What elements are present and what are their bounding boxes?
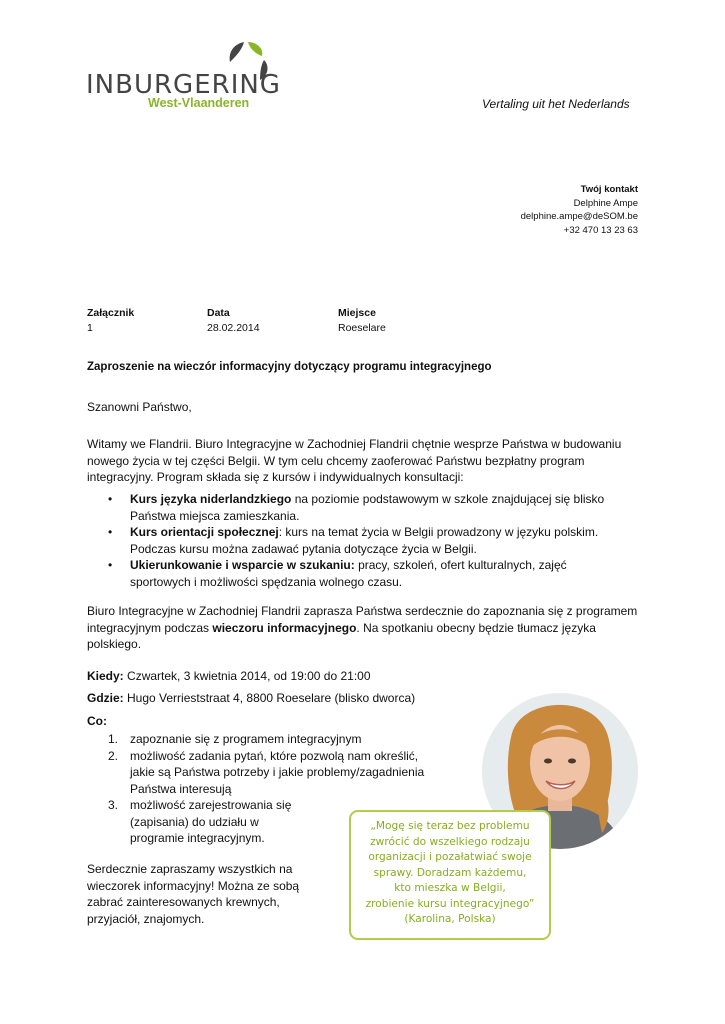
letter-subject: Zaproszenie na wieczór informacyjny dotyczący programu integracyjnego (87, 361, 492, 373)
translation-note: Vertaling uit het Nederlands (482, 97, 630, 111)
quote-line: sprawy. Doradzam każdemu, (373, 866, 527, 879)
meta-date (207, 306, 260, 335)
item-number: 3. (108, 798, 119, 812)
inburgering-logo (86, 40, 281, 115)
meta-label: Miejsce (338, 307, 376, 319)
quote-line: zrobienie kursu integracyjnego” (365, 897, 535, 910)
contact-block (521, 183, 638, 237)
meta-label: Data (207, 307, 230, 319)
list-item (108, 748, 433, 798)
list-item (108, 557, 628, 590)
item-text: możliwość zadania pytań, które pozwolą nam określić, jakie są Państwa potrzeby i jakie problemy/zagadnienia Państwa interesują (130, 748, 425, 796)
where-label: Gdzie: (87, 691, 124, 705)
item-bold: Kurs orientacji społecznej (130, 525, 279, 539)
logo-region: West-Vlaanderen (148, 96, 250, 110)
item-text: na poziomie podstawowym w szkole znajdującej się blisko Państwa miejsca zamieszkania. (130, 492, 605, 523)
quote-line: zwrócić do wszelkiego rodzaju (370, 835, 530, 848)
item-text: zapoznanie się z programem integracyjnym (130, 732, 362, 746)
when-label: Kiedy: (87, 669, 124, 683)
event-what-label: Co: (87, 714, 107, 728)
quote-line: kto mieszka w Belgii, (394, 882, 506, 894)
offer-list (108, 491, 628, 590)
invite-text-end: . Na spotkaniu obecny będzie tłumacz języka polskiego. (87, 620, 596, 651)
list-item (108, 731, 438, 748)
closing-paragraph: Serdecznie zapraszamy wszystkich na wieczorek informacyjny! Można ze sobą zabrać zainteresowanych krewnych, przyjaciół, znajomych. (87, 862, 300, 926)
item-bold: Ukierunkowanie i wsparcie w szukaniu: (130, 558, 355, 572)
item-bold: Kurs języka niderlandzkiego (130, 492, 292, 506)
meta-value: Roeselare (338, 321, 386, 334)
event-where (87, 691, 415, 705)
event-when (87, 669, 371, 683)
invite-bold: wieczoru informacyjnego (212, 620, 357, 635)
meta-value: 1 (87, 321, 93, 334)
intro-paragraph: Witamy we Flandrii. Biuro Integracyjne w Zachodniej Flandrii chętnie wesprze Państwa w budowaniu nowego życia w tej części Belgii. W tym celu chcemy zaoferować Państwu bezpłatny program integracyjny. Program składa się z kursów i indywidualnych konsultacji: (87, 437, 622, 484)
contact-email[interactable]: delphine.ampe@deSOM.be (520, 211, 638, 222)
item-number: 1. (108, 732, 119, 746)
letter-greeting: Szanowni Państwo, (87, 400, 192, 414)
item-text: możliwość zarejestrowania się (zapisania) do udziału w programie integracyjnym. (130, 798, 292, 845)
meta-attachment (87, 306, 134, 335)
list-item (108, 491, 628, 524)
quote-line: organizacji i pozałatwiać swoje (368, 851, 532, 863)
bullet-icon: • (108, 558, 113, 572)
list-item (108, 797, 308, 847)
meta-value: 28.02.2014 (207, 321, 260, 334)
bullet-icon: • (108, 525, 113, 539)
meta-place (338, 306, 386, 335)
contact-title: Twój kontakt (580, 184, 638, 195)
item-text: pracy, szkoleń, ofert kulturalnych, zajęć sportowych i możliwości spędzania wolnego czasu. (130, 558, 567, 589)
invite-paragraph (87, 603, 647, 653)
contact-name: Delphine Ampe (573, 197, 638, 209)
testimonial-quote (349, 810, 551, 940)
list-item (108, 524, 628, 557)
quote-author: (Karolina, Polska) (404, 913, 496, 925)
item-number: 2. (108, 748, 119, 763)
bullet-icon: • (108, 492, 113, 506)
invite-text: Biuro Integracyjne w Zachodniej Flandrii zaprasza Państwa serdecznie do zapoznania się z programem integracyjnym podczas (87, 604, 638, 635)
item-text: : kurs na temat życia w Belgii prowadzony w języku polskim. Podczas kursu można zadawać pytania dotyczące życia w Belgii. (130, 525, 599, 556)
logo-wordmark: INBURGERING (86, 70, 281, 100)
quote-line: „Mogę się teraz bez problemu (370, 820, 530, 832)
meta-label: Załącznik (87, 307, 135, 319)
contact-phone: +32 470 13 23 63 (563, 224, 638, 236)
where-value: Hugo Verrieststraat 4, 8800 Roeselare (blisko dworca) (123, 691, 416, 705)
when-value: Czwartek, 3 kwietnia 2014, od 19:00 do 21:00 (123, 669, 371, 683)
